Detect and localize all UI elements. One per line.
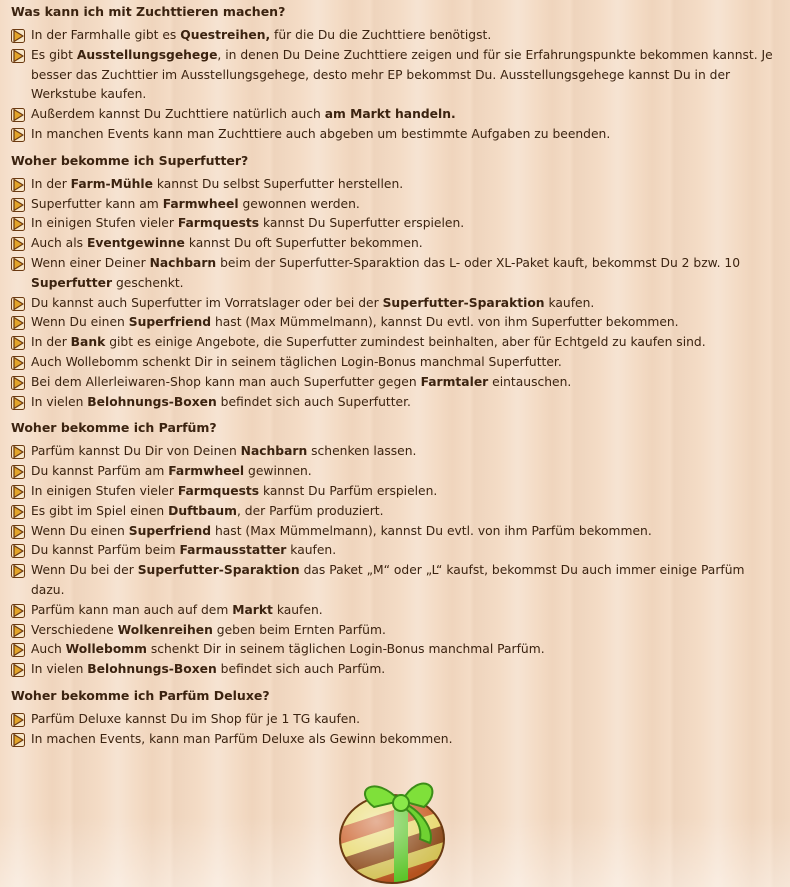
bold-text: Markt xyxy=(232,602,273,617)
bold-text: Farmwheel xyxy=(162,196,239,211)
bold-text: Superfutter xyxy=(31,275,113,290)
text-segment: Du kannst Parfüm am xyxy=(31,464,169,479)
play-triangle-icon xyxy=(11,643,25,657)
list-item xyxy=(11,710,781,730)
play-triangle-icon xyxy=(11,257,25,271)
text-segment: Auch Wollebomm schenkt Dir in seinem täglichen Login-Bonus manchmal Superfutter. xyxy=(31,354,562,369)
play-triangle-icon xyxy=(11,198,25,212)
list-item xyxy=(11,175,781,195)
text-segment: Bei dem Allerleiwaren-Shop kann man auch Superfutter gegen xyxy=(31,374,421,389)
text-segment: In einigen Stufen vieler xyxy=(31,483,178,498)
section-heading: Woher bekomme ich Parfüm Deluxe? xyxy=(11,687,270,703)
text-segment: Du kannst auch Superfutter im Vorratslager oder bei der xyxy=(31,295,383,310)
bold-text: Farmausstatter xyxy=(179,543,287,558)
bold-text: Farmquests xyxy=(177,216,260,231)
bold-text: Superfutter-Sparaktion xyxy=(137,563,300,578)
list-item xyxy=(11,522,781,542)
play-triangle-icon xyxy=(11,445,25,459)
list-item xyxy=(11,26,781,46)
list-item xyxy=(11,601,781,621)
bold-text: Belohnungs-Boxen xyxy=(87,662,217,677)
text-segment: kannst Du oft Superfutter bekommen. xyxy=(184,236,423,251)
bullet-list xyxy=(11,26,781,145)
list-item xyxy=(11,462,781,482)
bullet-list xyxy=(11,710,781,750)
bold-text: Duftbaum xyxy=(168,503,237,518)
text-segment: gibt es einige Angebote, die Superfutter zumindest beinhalten, aber für Echtgeld zu kaufen sind. xyxy=(105,335,706,350)
text-segment: Auch xyxy=(31,642,66,657)
faq-section xyxy=(11,686,781,750)
play-triangle-icon xyxy=(11,178,25,192)
text-segment: Wenn Du bei der xyxy=(31,563,138,578)
bold-text: Farmwheel xyxy=(168,464,245,479)
list-item xyxy=(11,502,781,522)
section-heading: Woher bekomme ich Superfutter? xyxy=(11,152,249,168)
text-segment: Wenn Du einen xyxy=(31,315,129,330)
text-segment: Du kannst Parfüm beim xyxy=(31,543,180,558)
play-triangle-icon xyxy=(11,485,25,499)
list-item xyxy=(11,125,781,145)
play-triangle-icon xyxy=(11,663,25,677)
text-segment: hast (Max Mümmelmann), kannst Du evtl. von ihm Superfutter bekommen. xyxy=(211,315,679,330)
play-triangle-icon xyxy=(11,108,25,122)
section-heading: Woher bekomme ich Parfüm? xyxy=(11,420,217,436)
text-segment: kannst Du Superfutter erspielen. xyxy=(259,216,465,231)
play-triangle-icon xyxy=(11,604,25,618)
text-segment: Es gibt im Spiel einen xyxy=(31,503,169,518)
list-item xyxy=(11,254,781,294)
list-item xyxy=(11,730,781,750)
play-triangle-icon xyxy=(11,624,25,638)
text-segment: kaufen. xyxy=(286,543,337,558)
text-segment: Parfüm kann man auch auf dem xyxy=(31,602,233,617)
list-item xyxy=(11,393,781,413)
play-triangle-icon xyxy=(11,564,25,578)
text-segment: Auch als xyxy=(31,236,87,251)
easter-egg-icon xyxy=(334,773,454,887)
bold-text: Belohnungs-Boxen xyxy=(87,394,217,409)
text-segment: In machen Events, kann man Parfüm Deluxe als Gewinn bekommen. xyxy=(31,731,453,746)
text-segment: In der xyxy=(31,335,71,350)
faq-section xyxy=(11,2,781,145)
bold-text: Ausstellungsgehege xyxy=(76,47,218,62)
play-triangle-icon xyxy=(11,316,25,330)
text-segment: Wenn einer Deiner xyxy=(31,255,150,270)
list-item xyxy=(11,561,781,601)
bold-text: Questreihen, xyxy=(180,28,271,42)
text-segment: Verschiedene xyxy=(31,622,118,637)
play-triangle-icon xyxy=(11,733,25,747)
section-heading: Was kann ich mit Zuchttieren machen? xyxy=(11,4,286,19)
text-segment: hast (Max Mümmelmann), kannst Du evtl. von ihm Parfüm bekommen. xyxy=(211,523,652,538)
bold-text: Wollebomm xyxy=(65,642,147,657)
text-segment: schenken lassen. xyxy=(307,444,417,459)
play-triangle-icon xyxy=(11,525,25,539)
list-item xyxy=(11,442,781,462)
text-segment: Superfutter kann am xyxy=(31,196,163,211)
text-segment: kannst Du selbst Superfutter herstellen. xyxy=(152,176,404,191)
text-segment: kaufen. xyxy=(544,295,595,310)
faq-section xyxy=(11,151,781,413)
text-segment: das Paket „M“ oder „L“ kaufst, bekommst Du auch immer einige Parfüm dazu. xyxy=(31,563,745,597)
play-triangle-icon xyxy=(11,376,25,390)
text-segment: , der Parfüm produziert. xyxy=(236,503,384,518)
text-segment: In einigen Stufen vieler xyxy=(31,216,178,231)
play-triangle-icon xyxy=(11,217,25,231)
bold-text: Superfutter-Sparaktion xyxy=(382,295,545,310)
play-triangle-icon xyxy=(11,297,25,311)
bold-text: am Markt handeln. xyxy=(324,107,456,122)
text-segment: Wenn Du einen xyxy=(31,523,129,538)
text-segment: geben beim Ernten Parfüm. xyxy=(212,622,386,637)
text-segment: Parfüm Deluxe kannst Du im Shop für je 1 TG kaufen. xyxy=(31,711,361,726)
play-triangle-icon xyxy=(11,336,25,350)
bold-text: Eventgewinne xyxy=(86,236,185,251)
list-item xyxy=(11,46,781,105)
bullet-list xyxy=(11,175,781,413)
text-segment: , in denen Du Deine Zuchttiere zeigen und für sie Erfahrungspunkte bekommen kannst. Je besser das Zuchttier im Ausstellungsgehege, desto mehr EP bekommst Du. Ausstellungsgehege kannst Du in der Werkstube kaufen. xyxy=(31,47,773,102)
text-segment: kannst Du Parfüm erspielen. xyxy=(259,483,438,498)
bold-text: Bank xyxy=(70,335,106,350)
play-triangle-icon xyxy=(11,544,25,558)
list-item xyxy=(11,660,781,680)
play-triangle-icon xyxy=(11,29,25,43)
list-item xyxy=(11,482,781,502)
text-segment: befindet sich auch Parfüm. xyxy=(216,662,386,677)
play-triangle-icon xyxy=(11,505,25,519)
play-triangle-icon xyxy=(11,396,25,410)
text-segment: befindet sich auch Superfutter. xyxy=(216,394,411,409)
text-segment: eintauschen. xyxy=(488,374,572,389)
list-item xyxy=(11,541,781,561)
text-segment: gewinnen. xyxy=(244,464,312,479)
list-item xyxy=(11,640,781,660)
play-triangle-icon xyxy=(11,465,25,479)
play-triangle-icon xyxy=(11,356,25,370)
bold-text: Superfriend xyxy=(128,315,212,330)
text-segment: In manchen Events kann man Zuchttiere auch abgeben um bestimmte Aufgaben zu beenden. xyxy=(31,126,611,141)
list-item xyxy=(11,105,781,125)
bold-text: Farmtaler xyxy=(420,374,489,389)
bold-text: Nachbarn xyxy=(240,444,308,459)
text-segment: für die Du die Zuchttiere benötigst. xyxy=(270,28,492,42)
bold-text: Superfriend xyxy=(128,523,212,538)
bold-text: Wolkenreihen xyxy=(117,622,213,637)
bold-text: Nachbarn xyxy=(149,255,217,270)
list-item xyxy=(11,234,781,254)
play-triangle-icon xyxy=(11,49,25,63)
bold-text: Farm-Mühle xyxy=(70,176,153,191)
text-segment: In vielen xyxy=(31,662,88,677)
list-item xyxy=(11,333,781,353)
text-segment: schenkt Dir in seinem täglichen Login-Bonus manchmal Parfüm. xyxy=(146,642,545,657)
list-item xyxy=(11,373,781,393)
list-item xyxy=(11,313,781,333)
list-item xyxy=(11,353,781,373)
play-triangle-icon xyxy=(11,237,25,251)
text-segment: In der Farmhalle gibt es xyxy=(31,28,181,42)
text-segment: geschenkt. xyxy=(112,275,184,290)
faq-section xyxy=(11,418,781,680)
bullet-list xyxy=(11,442,781,680)
list-item xyxy=(11,195,781,215)
list-item xyxy=(11,294,781,314)
text-segment: In der xyxy=(31,176,71,191)
text-segment: Es gibt xyxy=(31,47,77,62)
list-item xyxy=(11,621,781,641)
faq-content xyxy=(11,0,781,756)
text-segment: Außerdem kannst Du Zuchttiere natürlich auch xyxy=(31,107,325,122)
text-segment: Parfüm kannst Du Dir von Deinen xyxy=(31,444,241,459)
list-item xyxy=(11,214,781,234)
bold-text: Farmquests xyxy=(177,483,260,498)
text-segment: In vielen xyxy=(31,394,88,409)
text-segment: kaufen. xyxy=(272,602,323,617)
text-segment: beim der Superfutter-Sparaktion das L- oder XL-Paket kauft, bekommst Du 2 bzw. 10 xyxy=(216,255,741,270)
play-triangle-icon xyxy=(11,128,25,142)
play-triangle-icon xyxy=(11,713,25,727)
text-segment: gewonnen werden. xyxy=(238,196,360,211)
